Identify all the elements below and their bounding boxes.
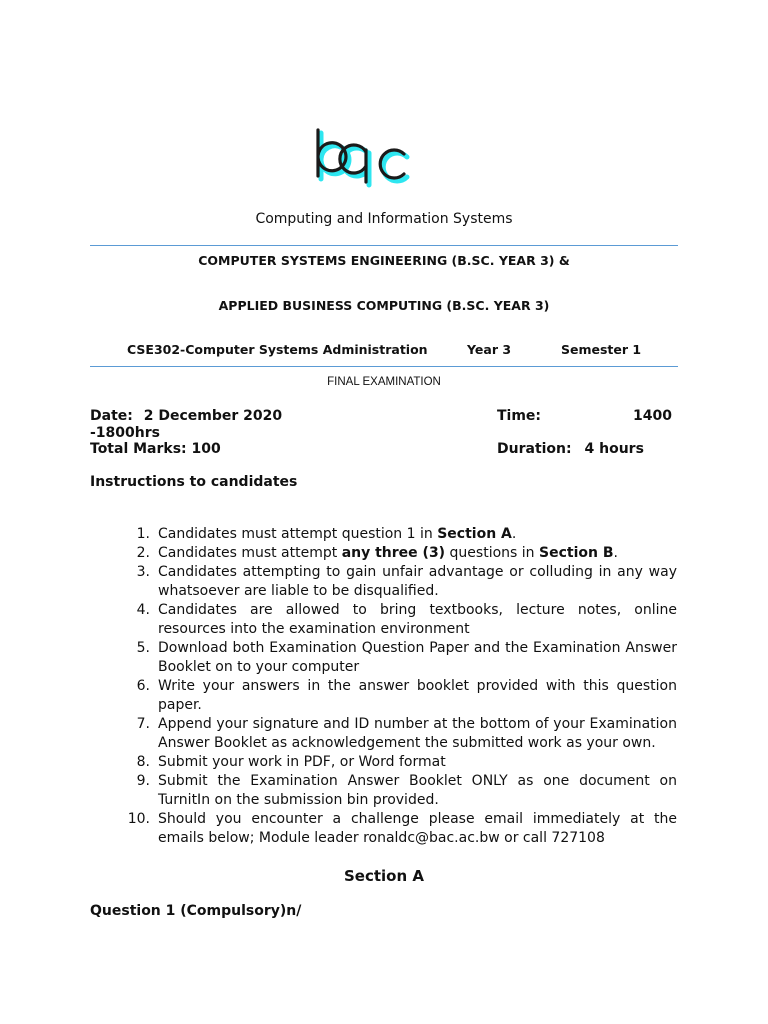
department-name: Computing and Information Systems	[255, 211, 513, 227]
time-value: 1400	[633, 408, 672, 424]
instructions-heading: Instructions to candidates	[90, 474, 298, 490]
list-item: 2. Candidates must attempt any three (3) questions in Section B.	[136, 545, 618, 561]
list-item: 9. Submit the Examination Answer Booklet ONLY as one document on TurnitIn on the submission bin provided.	[136, 773, 677, 808]
time-label: Time:	[497, 408, 542, 424]
list-item: 10. Should you encounter a challenge please email immediately at the emails below; Module leader ronaldc@bac.ac.bw or call 727108	[127, 811, 677, 846]
list-item: 1. Candidates must attempt question 1 in Section A.	[136, 526, 517, 542]
duration-value: 4 hours	[584, 441, 644, 457]
list-item: 5. Download both Examination Question Paper and the Examination Answer Booklet on to your computer	[136, 640, 677, 675]
date-value: 2 December 2020	[143, 408, 283, 424]
time-continued: -1800hrs	[90, 425, 160, 441]
programme-line-1: COMPUTER SYSTEMS ENGINEERING (B.SC. YEAR 3) &	[198, 253, 570, 268]
exam-date	[90, 408, 282, 424]
list-item: 8. Submit your work in PDF, or Word format	[136, 754, 446, 770]
question-heading: Question 1 (Compulsory)n/	[90, 903, 302, 919]
divider-bottom	[90, 366, 678, 367]
list-item: 6. Write your answers in the answer booklet provided with this question paper.	[136, 678, 677, 713]
course-semester: Semester 1	[561, 342, 642, 357]
duration	[497, 441, 644, 457]
course-year: Year 3	[467, 342, 512, 357]
duration-label: Duration:	[497, 441, 572, 457]
programme-line-2: APPLIED BUSINESS COMPUTING (B.SC. YEAR 3)	[218, 298, 550, 313]
exam-type: FINAL EXAMINATION	[327, 376, 441, 388]
total-marks: Total Marks: 100	[90, 441, 221, 457]
bac-logo	[312, 126, 414, 188]
course-title: CSE302-Computer Systems Administration	[127, 342, 428, 357]
list-item: 7. Append your signature and ID number at the bottom of your Examination Answer Booklet as acknowledgement the submitted work as your own.	[136, 716, 677, 751]
divider-top	[90, 245, 678, 246]
instructions-list	[90, 525, 677, 848]
list-item: 3. Candidates attempting to gain unfair advantage or colluding in any way whatsoever are liable to be disqualified.	[136, 564, 677, 599]
section-heading: Section A	[344, 867, 424, 885]
list-item: 4. Candidates are allowed to bring textbooks, lecture notes, online resources into the examination environment	[136, 602, 677, 637]
date-label: Date:	[90, 408, 133, 424]
